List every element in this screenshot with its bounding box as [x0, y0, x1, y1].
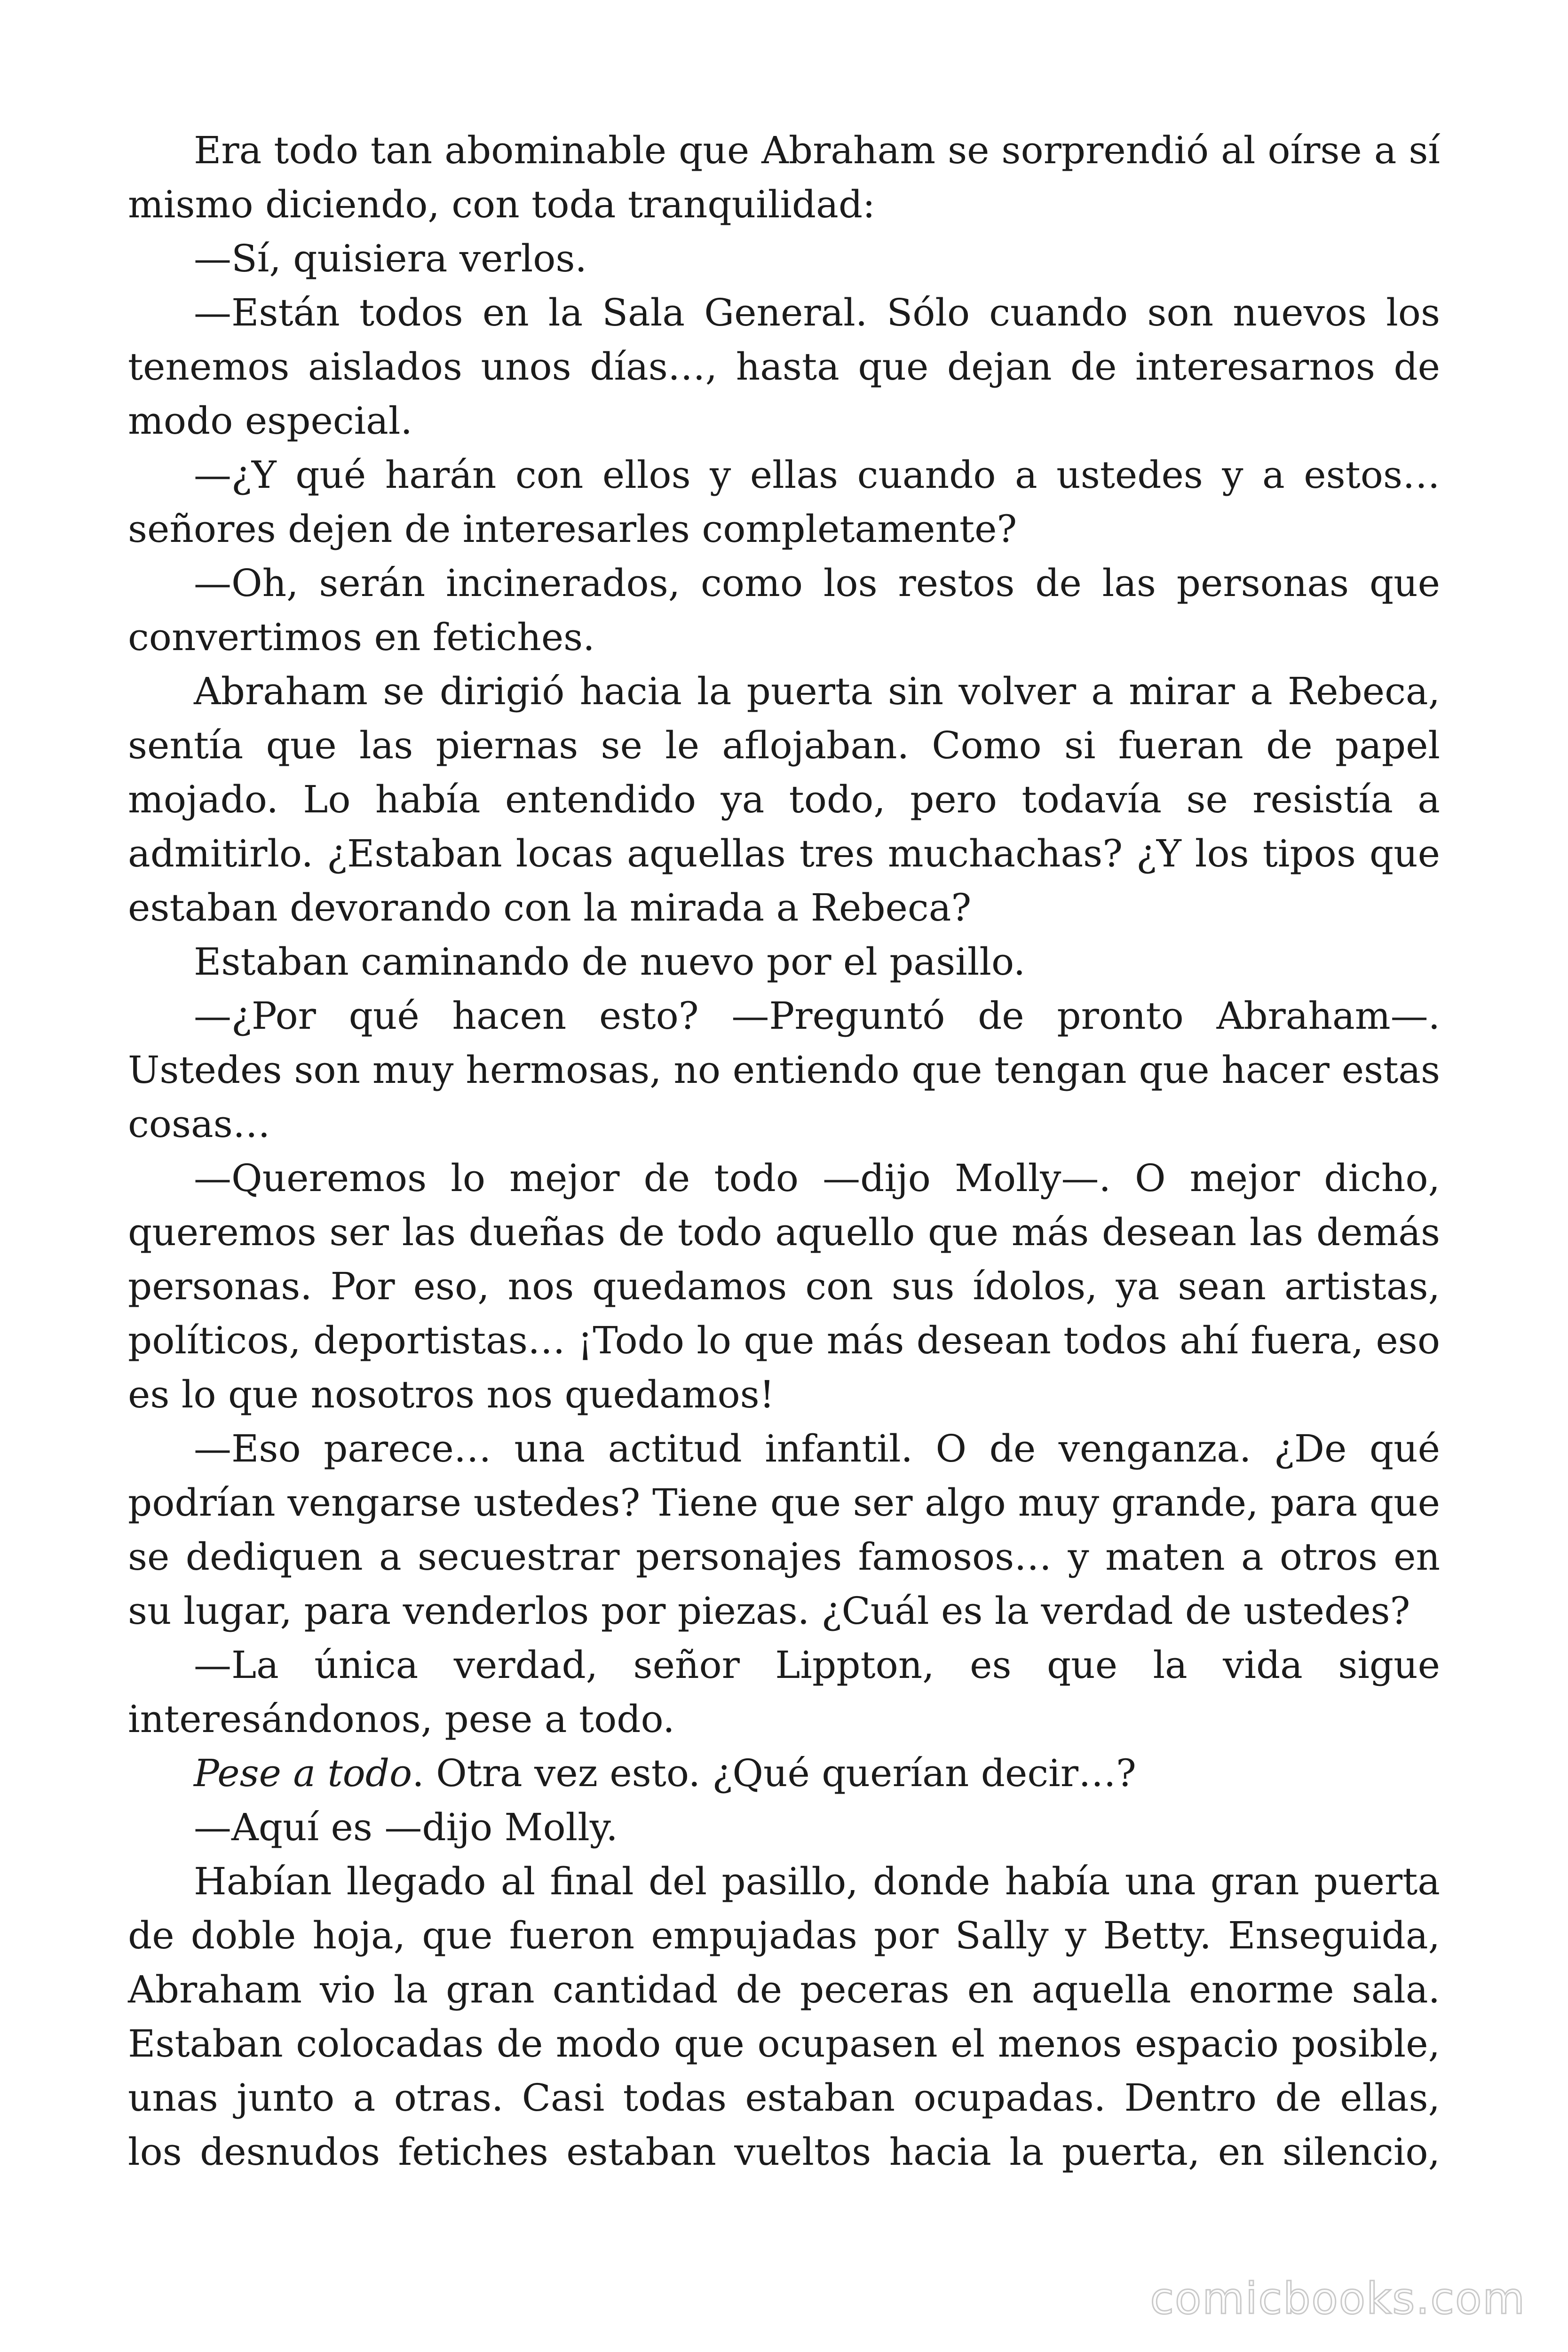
italic-phrase: Pese a todo	[194, 1751, 412, 1795]
paragraph: Habían llegado al final del pasillo, donde había una gran puerta de doble hoja, que fueron empujadas por Sally y Betty. Enseguida, Abraham vio la gran cantidad de peceras en aquella enorme sala. Estaban colocadas de modo que ocupasen el menos espacio posible, unas junto a otras. Casi todas estaban ocupadas. Dentro de ellas, los desnudos fetiches estaban vueltos hacia la puerta, en silencio,	[128, 1859, 1440, 2174]
paragraph: —¿Y qué harán con ellos y ellas cuando a ustedes y a estos… señores dejen de interesarles completamente?	[128, 453, 1440, 551]
paragraph: —Queremos lo mejor de todo —dijo Molly—. O mejor dicho, queremos ser las dueñas de todo aquello que más desean las demás personas. Por eso, nos quedamos con sus ídolos, ya sean artistas, políticos, deportistas… ¡Todo lo que más desean todos ahí fuera, eso es lo que nosotros nos quedamos!	[128, 1156, 1440, 1416]
paragraph: —¿Por qué hacen esto? —Preguntó de pronto Abraham—. Ustedes son muy hermosas, no entiendo que tengan que hacer estas cosas…	[128, 994, 1440, 1146]
paragraph: Estaban caminando de nuevo por el pasillo.	[194, 940, 1026, 984]
paragraph: Era todo tan abominable que Abraham se sorprendió al oírse a sí mismo diciendo, con toda tranquilidad:	[128, 128, 1440, 226]
paragraph: —Sí, quisiera verlos.	[194, 237, 587, 280]
paragraph: —Eso parece… una actitud infantil. O de venganza. ¿De qué podrían vengarse ustedes? Tiene que ser algo muy grande, para que se dediquen a secuestrar personajes famosos… y maten a otros en su lugar, para venderlos por piezas. ¿Cuál es la verdad de ustedes?	[128, 1427, 1440, 1633]
paragraph: Abraham se dirigió hacia la puerta sin volver a mirar a Rebeca, sentía que las piernas se le aflojaban. Como si fueran de papel mojado. Lo había entendido ya todo, pero todavía se resistía a admitirlo. ¿Estaban locas aquellas tres muchachas? ¿Y los tipos que estaban devorando con la mirada a Rebeca?	[128, 669, 1440, 930]
paragraph: —Aquí es —dijo Molly.	[194, 1805, 618, 1849]
paragraph-with-italic	[128, 1746, 1440, 1800]
paragraph: —Oh, serán incinerados, como los restos de las personas que convertimos en fetiches.	[128, 561, 1440, 659]
paragraph-rest: . Otra vez esto. ¿Qué querían decir…?	[412, 1751, 1136, 1795]
watermark: comicbooks.com	[1150, 2273, 1526, 2324]
page-text	[128, 123, 1440, 2179]
paragraph: —Están todos en la Sala General. Sólo cuando son nuevos los tenemos aislados unos días…, hasta que dejan de interesarnos de modo especial.	[128, 291, 1440, 443]
paragraph: —La única verdad, señor Lippton, es que la vida sigue interesándonos, pese a todo.	[128, 1643, 1440, 1741]
